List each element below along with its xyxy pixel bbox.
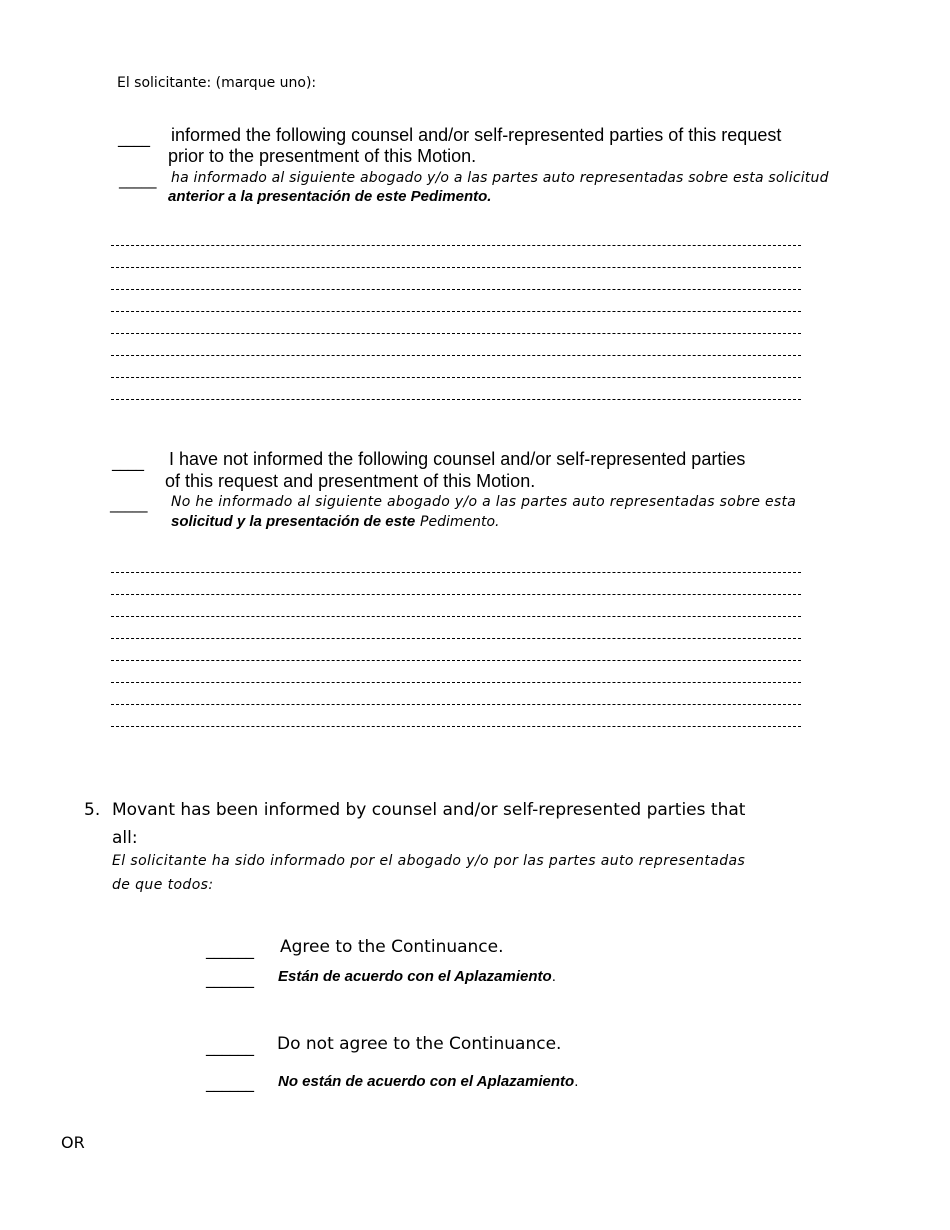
disagree-label: Do not agree to the Continuance.	[277, 1034, 562, 1054]
intro-label: El solicitante: (marque uno):	[117, 75, 317, 91]
fill-line[interactable]	[111, 362, 801, 384]
fill-line[interactable]	[111, 579, 801, 601]
not-informed-line-1: I have not informed the following counsel and/or self-represented parties	[169, 449, 746, 469]
informed-line-2: prior to the presentment of this Motion.	[168, 146, 477, 166]
section-5-line-1: Movant has been informed by counsel and/or self-represented parties that	[112, 800, 746, 820]
fill-line[interactable]	[111, 340, 801, 362]
informed-blank[interactable]: ____	[118, 128, 150, 147]
agree-es	[278, 967, 556, 985]
section-5-line-2: all:	[112, 828, 138, 848]
disagree-es-blank[interactable]: ______	[206, 1073, 254, 1092]
or-label: OR	[61, 1133, 85, 1152]
agree-label: Agree to the Continuance.	[280, 937, 504, 957]
not-informed-es-line-2-bold: solicitud y la presentación de este	[171, 513, 416, 530]
fill-line[interactable]	[111, 274, 801, 296]
not-informed-parties-lines	[111, 557, 801, 733]
fill-line[interactable]	[111, 667, 801, 689]
fill-line[interactable]	[111, 252, 801, 274]
not-informed-es-line-2	[171, 512, 500, 530]
disagree-es-period: .	[574, 1073, 579, 1090]
agree-blank[interactable]: ______	[206, 940, 254, 959]
fill-line[interactable]	[111, 645, 801, 667]
informed-es-line-2: anterior a la presentación de este Pedimento.	[168, 188, 492, 205]
informed-line-1: informed the following counsel and/or self-represented parties of this request	[171, 125, 782, 145]
not-informed-es-line-1: No he informado al siguiente abogado y/o a las partes auto representadas sobre esta	[171, 494, 797, 510]
disagree-es	[278, 1072, 578, 1090]
fill-line[interactable]	[111, 711, 801, 733]
not-informed-es-line-2-rest: Pedimento.	[420, 514, 500, 530]
fill-line[interactable]	[111, 623, 801, 645]
not-informed-line-2: of this request and presentment of this Motion.	[165, 471, 536, 491]
fill-line[interactable]	[111, 384, 801, 406]
section-5-number: 5.	[84, 800, 101, 820]
fill-line[interactable]	[111, 689, 801, 711]
agree-es-label: Están de acuerdo con el Aplazamiento	[278, 968, 552, 985]
fill-line[interactable]	[111, 557, 801, 579]
fill-line[interactable]	[111, 296, 801, 318]
disagree-blank[interactable]: ______	[206, 1037, 254, 1056]
disagree-es-label: No están de acuerdo con el Aplazamiento	[278, 1073, 575, 1090]
agree-es-blank[interactable]: ______	[206, 969, 254, 988]
informed-es-line-1: ha informado al siguiente abogado y/o a las partes auto representadas sobre esta solicitud	[171, 170, 829, 186]
agree-es-period: .	[551, 968, 556, 985]
section-5-es-line-2: de que todos:	[112, 877, 214, 893]
fill-line[interactable]	[111, 601, 801, 623]
informed-parties-lines	[111, 230, 801, 406]
fill-line[interactable]	[111, 318, 801, 340]
not-informed-es-blank[interactable]: _____	[110, 495, 148, 513]
section-5-es-line-1: El solicitante ha sido informado por el abogado y/o por las partes auto representadas	[112, 853, 746, 869]
not-informed-blank[interactable]: ____	[112, 452, 144, 471]
fill-line[interactable]	[111, 230, 801, 252]
informed-es-blank[interactable]: _____	[119, 171, 157, 189]
